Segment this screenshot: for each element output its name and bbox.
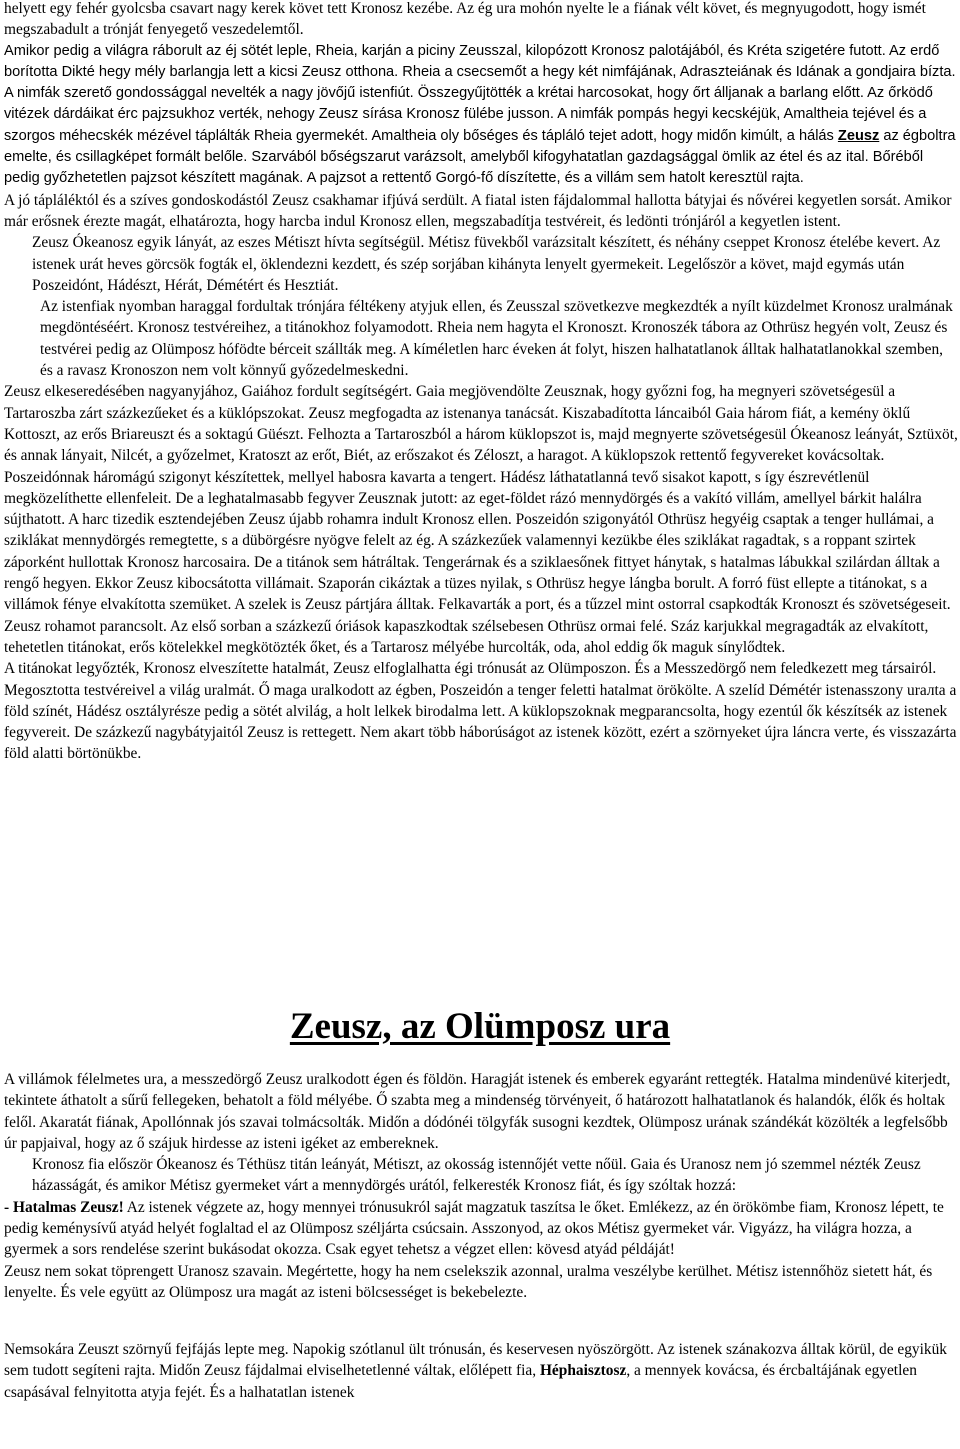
paragraph: Zeusz Ókeanosz egyik lányát, az eszes Métiszt hívta segítségül. Métisz füvekből varázsitalt készített, és néhány cseppet Kronosz ételébe kevert. Az istenek urát heves görcsök fogták el, öklendezni kezdett, és szép sorjában kihányta lenyelt gyermekeit. Legelőször a követ, majd egymás után Poszeidónt, Hádészt, Hérát, Démétért és Hesztiát.	[32, 234, 941, 294]
paragraph-text: az égboltra emelte, és csillagképet formált belőle. Szarvából bőségszarut varázsolt, amelyből kifogyhatatlan gazdagsággal ömlik az étel és az ital. Bőréből pedig győzhetetlen pajzsot készített magának. A pajzsot a rettentő Gorgó-fő díszítette, és a villám sem hatolt keresztül rajta.	[4, 127, 956, 187]
paragraph: helyett egy fehér gyolcsba csavart nagy kerek követ tett Kronosz kezébe. Az ég ura mohón nyelte le a fiának vélt követ, és megnyugodott, hogy ismét megszabadult a trónját fenyegető veszedelemtől.	[4, 0, 926, 39]
paragraph-text: Az őrködő vitézek dárdáikat érc pajzsukhoz verték, nehogy Zeusz sírása Kronosz fülébe jusson. A nimfák pompás hegyi kecskéjük, Amaltheia tejével és a szorgos méhecskék mézével táplálták Rheia gyermekét. Amaltheia oly bőséges és tápláló tejet adott, hogy midőn kimúlt, a hálás	[4, 85, 933, 144]
zeusz-link[interactable]: Zeusz	[837, 127, 880, 144]
story-section-athena	[4, 1339, 959, 1403]
section-heading	[0, 1006, 960, 1048]
paragraph: A titánokat legyőzték, Kronosz elveszítette hatalmát, Zeusz elfoglalhatta égi trónusát az Olümposzon. És a Messzedörgő nem feledkezett meg társairól. Megosztotta testvéreivel a világ uralmát. Ő maga uralkodott az égben, Poszeidón a tenger feletti hatalmat örökölte. A szelíd Démétér istenasszony urалta a föld színét, Hádész osztályrésze pedig a sötét alvilág, a holt lelkek birodalma lett. A küklopszoknak megparancsolta, hogy ezentúl ők készítsék az istenek fegyvereit. De százkezű nagybátyjaitól Zeusz is rettegett. Nem akart több háborúságot az istenek között, ezért a szörnyeket újra láncra verte, és visszazárta föld alatti börtönükbe.	[4, 660, 957, 763]
paragraph: Zeusz elkeseredésében nagyanyjához, Gaiához fordult segítségért. Gaia megjövendölte Zeusznak, hogy győzni fog, ha megnyeri szövetségesül a Tartaroszba zárt százkezűeket és a küklópszokat. Zeusz megfogadta az istenanya tanácsát. Kiszabadította láncaiból Gaia három fiát, a kemény öklű Kottoszt, az erős Briareuszt és a soktagú Güészt. Felhozta a Tartaroszból a három küklopszot is, majd megnyerte szövetségesül Ókeanosz leányát, Sztüxöt, és annak lányait, Nilcét, a győzelmet, Kratoszt az erőt, Biét, az erőszakot és Zéloszt, a haragot. A küklopszok rettentő fegyvereket kovácsoltak. Poszeidónnak háromágú szigonyt készítettek, mellyel habosra kavarta a tengert. Hádész láthatatlanná tevő sisakot kapott, s így észrevétlenül megközelíthette ellenfeleit. De a leghatalmasabb fegyver Zeusznak jutott: az eget-földet rázó mennydörgés és a vakító villám, amellyel bárkit halálra sújthatott. A harc tizedik esztendejében Zeusz újabb rohamra indult Kronosz ellen. Poszeidón szigonyától Othrüsz hegyéig csaptak a tenger hullámai, a sziklákat mennydörgés remegtette, s a dübörgésre nyögve felelt az ég. A százkezűek valamennyi kezükbe éles sziklákat ragadtak, s a roppant szirtek záporként hullottak Kronosz harcosaira. De a titánok sem hátráltak. Tengerárnak és a sziklaesőnek fittyet hánytak, s hatalmas lábukkal szilárdan álltak a rengő hegyen. Ekkor Zeusz kibocsátotta villámait. Szaporán cikáztak a tüzes nyilak, s Othrüsz hegye lángba borult. A forró füst ellepte a titánokat, s a villámok fénye elvakította szemüket. A szelek is Zeusz pártjára álltak. Felkavarták a port, és a tűzzel mint ostorral csapkodták Kronoszt és szövetségeseit. Zeusz rohamot parancsolt. Az első sorban a százkezű óriások kapaszkodtak szélsebesen Othrüsz ormai felé. Száz karjukkal megragadták az elvakított, tehetetlen titánokat, erős kötelekkel megkötözték őket, és a Tartarosz mélyébe hurcolták, oda, ahol eddig ők maguk sínylődtek.	[4, 383, 958, 656]
paragraph: A villámok félelmetes ura, a messzedörgő Zeusz uralkodott égen és földön. Haragját istenek és emberek egyaránt rettegték. Hatalma mindenüvé kiterjedt, tekintete áthatolt a sűrű fellegeken, behatolt a föld mélyébe. Ő szabta meg a mindenség törvényeit, ő határozott halhatatlanok és halandók, élők és holtak felől. Akaratát fiának, Apollónnak jós szavai tolmácsolták. Midőn a dódónéi tölgyfák susogni kezdtek, Olümposz urának szándékát közölték a legfelsőbb úr papjaival, hogy az ő szájuk hirdesse az isteni igéket az embereknek.	[4, 1071, 951, 1152]
paragraph-text: Nemsokára Zeuszt szörnyű fejfájás lepte meg. Napokig szótlanul ült trónusán, és keservesen nyöszörgött. Az istenek szánakozva álltak körül, de egyikük sem tudott segíteni rajta. Midőn Zeusz fájdalmai elviselhetetlenné váltak, előlépett fia,	[4, 1341, 947, 1380]
hephaistos-name: Héphaisztosz	[539, 1362, 627, 1380]
story-section-birth	[4, 0, 959, 765]
paragraph-text: , a mennyek kovácsa, és ércbaltájának egyetlen csapásával felnyitotta atyja fejét. És a halhatatlan istenek	[4, 1362, 917, 1401]
paragraph-text: Amikor pedig a világra ráborult az éj sötét leple, Rheia, karján a piciny Zeusszal, kilopózott Kronosz palotájából, és Kréta szigetére futott.	[4, 42, 886, 59]
section-heading-text: Zeusz, az Olümposz ura	[289, 1006, 671, 1047]
paragraph: A jó tápláléktól és a szíves gondoskodástól Zeusz csakhamar ifjúvá serdült. A fiatal isten fájdalommal hallotta bátyjai és nővérei kegyetlen sorsát. Amikor már erősnek érezte magát, elhatározta, hogy harcba indul Kronosz ellen, megszabadítja testvéreit, és ledönti trónjáról a kegyetlen istent.	[4, 191, 952, 230]
paragraph	[4, 41, 959, 84]
quote-text: Az istenek végzete az, hogy mennyei trónusukról saját magzatuk taszítsa le őket. Emlékezz, az én örökömbe fiam, Kronosz lépett, te pedig keménysívű atyád helyét foglaltad el az Olümposz széljárta csúcsain. Asszonyod, az okos Métisz gyermeket vár. Vigyázz, ha világra hozza, a gyermek a sors rendelése szerint bukásodat okozza. Csak egyet tehetsz a végzet ellen: kövesd atyád példáját!	[4, 1198, 944, 1259]
paragraph: Kronosz fia először Ókeanosz és Téthüsz titán leányát, Métiszt, az okosság istennőjét vette nőül. Gaia és Uranosz nem jó szemmel nézték Zeusz házasságát, és amikor Métisz gyermeket várt a mennydörgés urától, felkeresték Kronosz fiát, és így szóltak hozzá:	[32, 1156, 921, 1195]
quote-opening: - Hatalmas Zeusz!	[4, 1198, 124, 1216]
paragraph	[4, 1339, 959, 1403]
paragraph	[4, 83, 959, 189]
paragraph: Zeusz nem sokat töprengett Uranosz szavain. Megértette, hogy ha nem cselekszik azonnal, uralma veszélybe kerülhet. Métisz istennőhöz sietett hát, és lenyelte. És vele együtt az Olümposz ura magát az isteni bölcsességet is bekebelezte.	[4, 1262, 933, 1301]
paragraph-text: Az erdő borította Dikté hegy mély barlangja lett a kicsi Zeusz otthona. Rheia a csecsemőt a hegy két nimfájának, Adraszteiának és Idának a gondjaira bízta.	[4, 42, 956, 80]
story-section-olympus	[4, 1069, 959, 1303]
paragraph-text: A nimfák szerető gondossággal nevelték a nagy jövőjű istenfiút. Összegyűjtötték a krétai harcosokat, hogy őrt álljanak a barlang előtt.	[4, 85, 864, 102]
quote-paragraph	[4, 1197, 959, 1261]
paragraph: Az istenfiak nyomban haraggal fordultak trónjára féltékeny atyjuk ellen, és Zeusszal szövetkezve megkezdték a nyílt küzdelmet Kronosz uralmának megdöntéséért. Kronosz testvéreihez, a titánokhoz folyamodott. Rheia nem hagyta el Kronoszt. Kronoszék tábora az Othrüsz hegyén volt, Zeusz és testvérei pedig az Olümposz hófödte bérceit szállták meg. A kíméletlen harc éveken át folyt, hiszen halhatatlanok álltak halhatatlanokkal szemben, és a ravasz Kronoszon nem volt könnyű győzedelmeskedni.	[40, 298, 953, 380]
